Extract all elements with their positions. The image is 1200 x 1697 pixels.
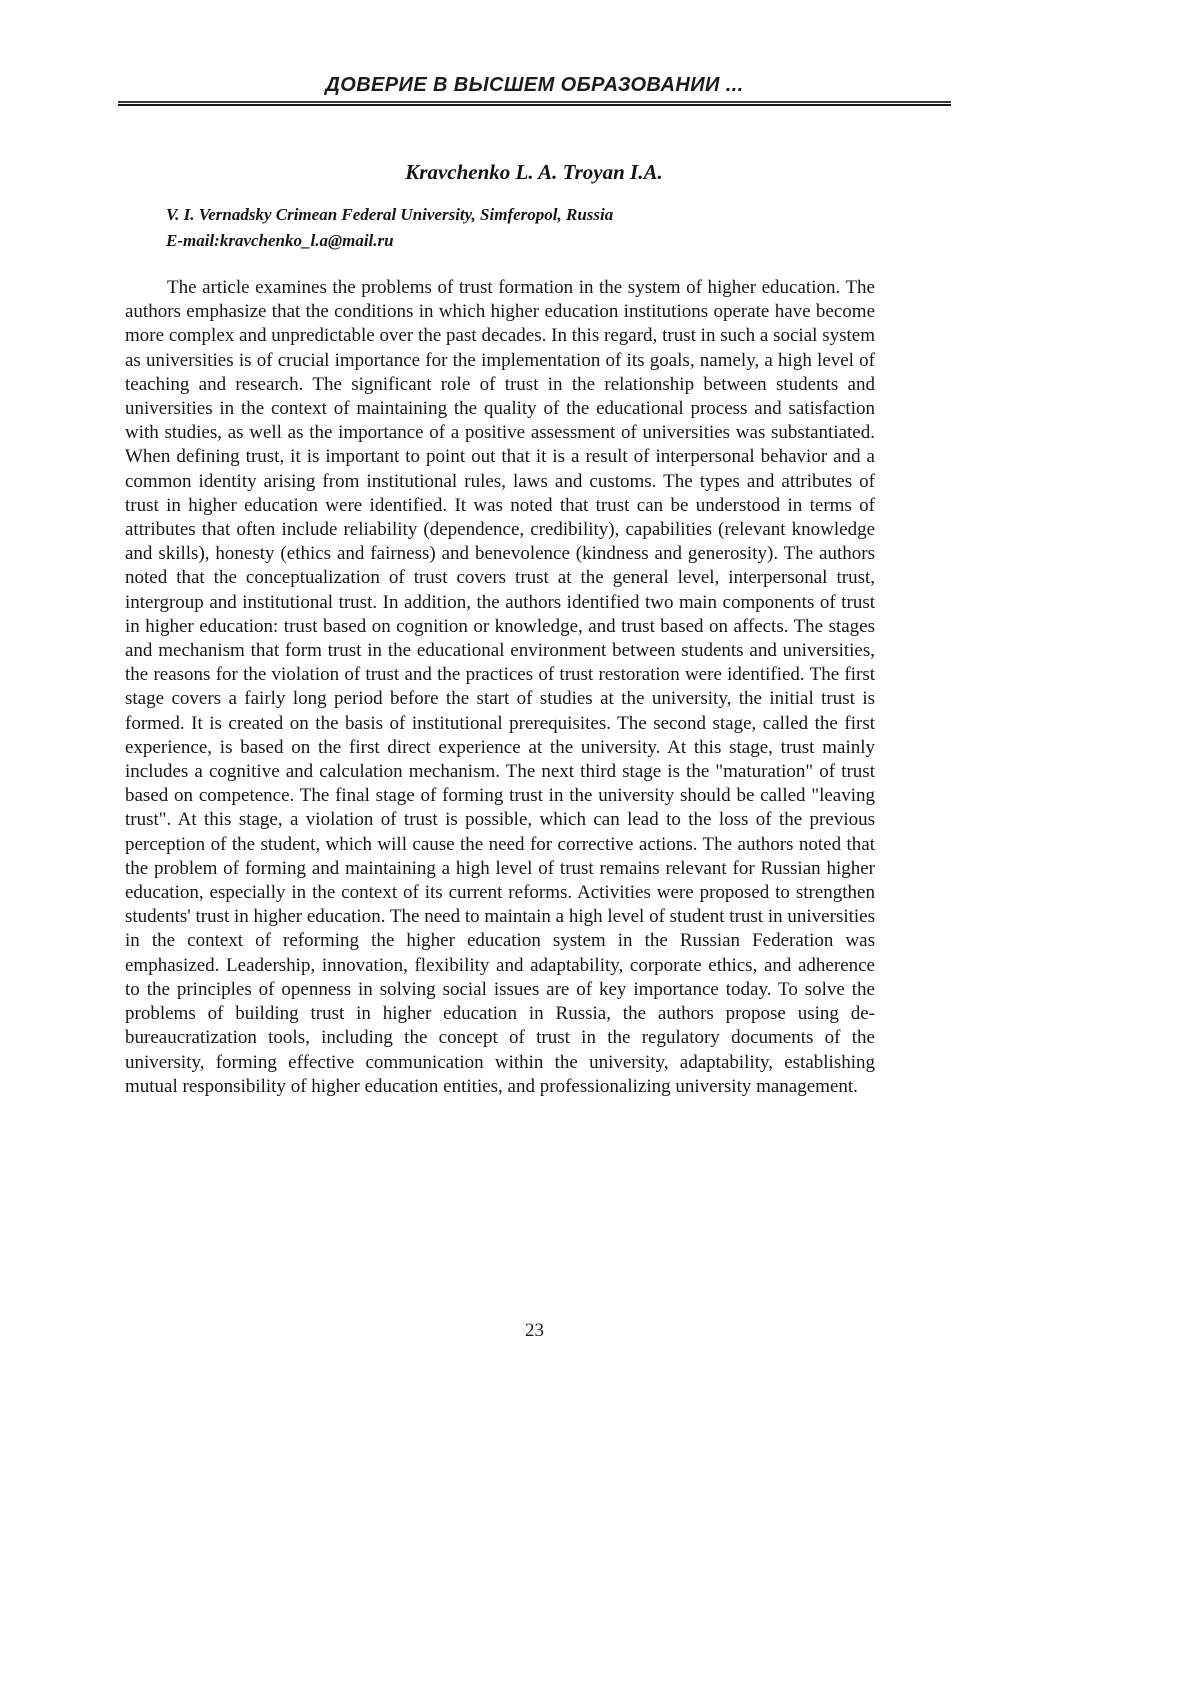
authors-line: Kravchenko L. A. Troyan I.A. bbox=[405, 160, 663, 184]
affiliation-block bbox=[166, 202, 613, 254]
header-rule bbox=[118, 101, 951, 106]
email-line: E-mail:kravchenko_l.a@mail.ru bbox=[166, 231, 394, 250]
abstract-paragraph: The article examines the problems of trust formation in the system of higher education. The authors emphasize that the conditions in which higher education institutions operate have become more complex and unpredictable over the past decades. In this regard, trust in such a social system as universities is of crucial importance for the implementation of its goals, namely, a high level of teaching and research. The significant role of trust in the relationship between students and universities in the context of maintaining the quality of the educational process and satisfaction with studies, as well as the importance of a positive assessment of universities was substantiated. When defining trust, it is important to point out that it is a result of interpersonal behavior and a common identity arising from institutional rules, laws and customs. The types and attributes of trust in higher education were identified. It was noted that trust can be understood in terms of attributes that often include reliability (dependence, credibility), capabilities (relevant knowledge and skills), honesty (ethics and fairness) and benevolence (kindness and generosity). The authors noted that the conceptualization of trust covers trust at the general level, interpersonal trust, intergroup and institutional trust. In addition, the authors identified two main components of trust in higher education: trust based on cognition or knowledge, and trust based on affects. The stages and mechanism that form trust in the educational environment between students and universities, the reasons for the violation of trust and the practices of trust restoration were identified. The first stage covers a fairly long period before the start of studies at the university, the initial trust is formed. It is created on the basis of institutional prerequisites. The second stage, called the first experience, is based on the first direct experience at the university. At this stage, trust mainly includes a cognitive and calculation mechanism. The next third stage is the "maturation" of trust based on competence. The final stage of forming trust in the university should be called "leaving trust". At this stage, a violation of trust is possible, which can lead to the loss of the previous perception of the student, which will cause the need for corrective actions. The authors noted that the problem of forming and maintaining a high level of trust remains relevant for Russian higher education, especially in the context of its current reforms. Activities were proposed to strengthen students' trust in higher education. The need to maintain a high level of student trust in universities in the context of reforming the higher education system in the Russian Federation was emphasized. Leadership, innovation, flexibility and adaptability, corporate ethics, and adherence to the principles of openness in solving social issues are of key importance today. To solve the problems of building trust in higher education in Russia, the authors propose using de-bureaucratization tools, including the concept of trust in the regulatory documents of the university, forming effective communication within the university, adaptability, establishing mutual responsibility of higher education entities, and professionalizing university management. bbox=[125, 277, 875, 1097]
page-number: 23 bbox=[525, 1320, 544, 1341]
running-header: ДОВЕРИЕ В ВЫСШЕМ ОБРАЗОВАНИИ ... bbox=[325, 74, 744, 96]
affiliation-line: V. I. Vernadsky Crimean Federal University, Simferopol, Russia bbox=[166, 205, 614, 224]
